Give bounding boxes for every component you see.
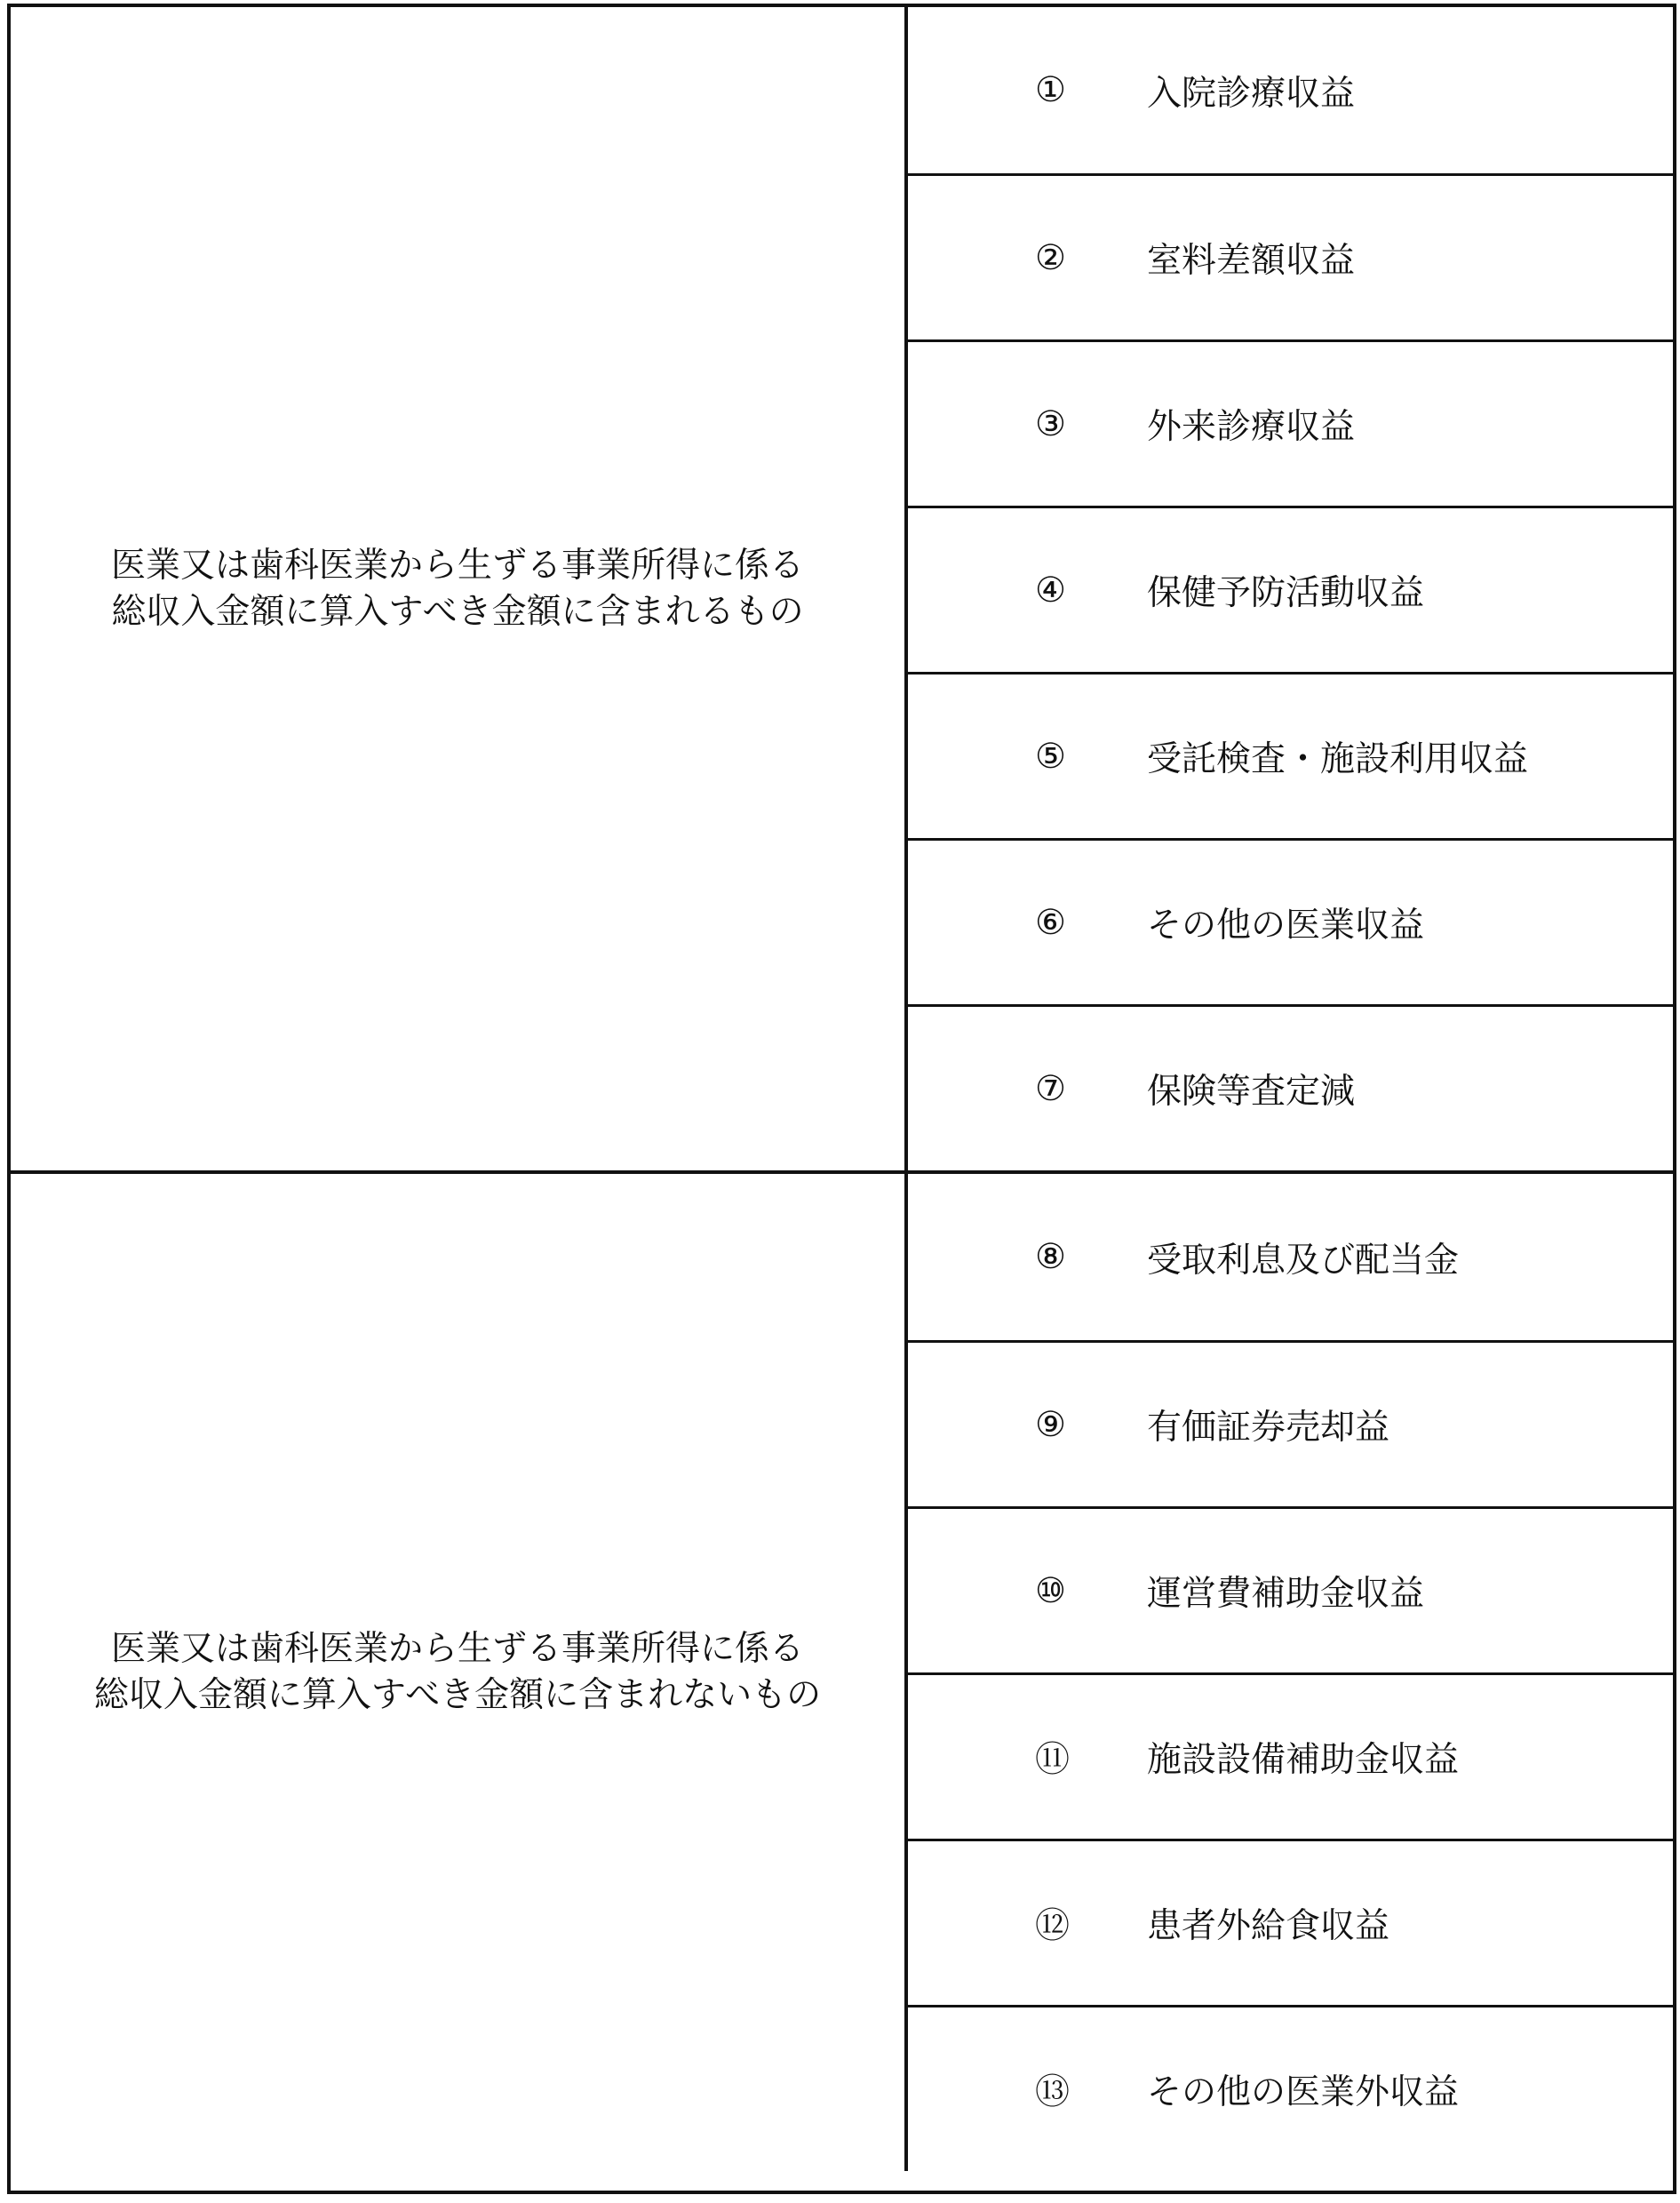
item-number: ⑦ <box>1035 1068 1066 1109</box>
group-label-line: 総収入金額に算入すべき金額に含まれないもの <box>93 1675 822 1715</box>
table-row <box>908 1004 1673 1170</box>
item-label: 有価証券売却益 <box>1147 1408 1390 1448</box>
item-label: 外来診療収益 <box>1147 407 1356 447</box>
item-number: ⑩ <box>1035 1570 1066 1611</box>
item-label: 入院診療収益 <box>1147 73 1356 114</box>
item-label: 保険等査定減 <box>1147 1072 1356 1112</box>
item-number: ④ <box>1035 570 1066 611</box>
group-excluded <box>11 1170 1673 2171</box>
item-list-excluded <box>908 1174 1673 2171</box>
item-number: ⑧ <box>1035 1237 1066 1277</box>
table-row <box>908 2005 1673 2171</box>
table-row <box>908 7 1673 173</box>
table-row <box>908 1340 1673 1506</box>
item-list-included <box>908 7 1673 1170</box>
table-row <box>908 506 1673 672</box>
item-label: 受取利息及び配当金 <box>1147 1240 1460 1281</box>
item-label: 運営費補助金収益 <box>1147 1574 1425 1614</box>
item-number: ⑬ <box>1035 2072 1071 2112</box>
table-row <box>908 173 1673 339</box>
item-number: ⑪ <box>1035 1740 1071 1780</box>
group-label-excluded <box>11 1174 908 2171</box>
item-number: ⑤ <box>1035 736 1066 777</box>
table-row <box>908 1506 1673 1672</box>
item-label: その他の医業外収益 <box>1147 2072 1460 2112</box>
item-number: ③ <box>1035 403 1066 444</box>
item-label: 室料差額収益 <box>1147 241 1356 281</box>
item-label: 保健予防活動収益 <box>1147 573 1425 613</box>
group-label-line: 総収入金額に算入すべき金額に含まれるもの <box>111 591 804 632</box>
item-label: 受託検査・施設利用収益 <box>1147 739 1529 779</box>
item-number: ⑥ <box>1035 902 1066 943</box>
group-label-included <box>11 7 908 1170</box>
group-label-line: 医業又は歯科医業から生ずる事業所得に係る <box>110 1629 804 1669</box>
table-row <box>908 1839 1673 2005</box>
table-row <box>908 1174 1673 1340</box>
table-row <box>908 1672 1673 1839</box>
item-number: ⑫ <box>1035 1906 1071 1946</box>
item-label: その他の医業収益 <box>1147 906 1425 946</box>
item-label: 患者外給食収益 <box>1147 1906 1390 1946</box>
revenue-classification-table <box>7 4 1676 2194</box>
group-label-line: 医業又は歯科医業から生ずる事業所得に係る <box>110 545 804 586</box>
table-row <box>908 339 1673 506</box>
table-row <box>908 838 1673 1004</box>
table-row <box>908 672 1673 838</box>
group-included <box>11 7 1673 1170</box>
item-number: ① <box>1035 70 1066 110</box>
item-number: ⑨ <box>1035 1404 1066 1445</box>
item-number: ② <box>1035 237 1066 278</box>
item-label: 施設設備補助金収益 <box>1147 1740 1460 1780</box>
